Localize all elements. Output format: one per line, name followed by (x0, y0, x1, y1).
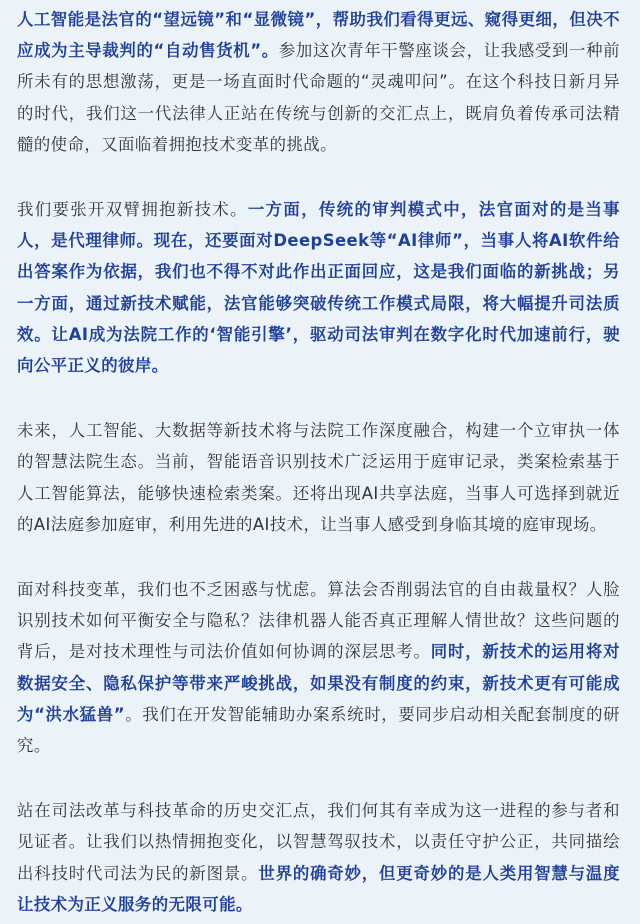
body-text: 。我们在开发智能辅助办案系统时，要同步启动相关配套制度的研究。 (17, 704, 620, 756)
body-text: 站在司法改革与科技革命的历史交汇点，我们何其有幸成为这一进程的参与者和见证者。让我们以热情拥抱变化，以智慧驾驭技术，以责任守护公正，共同描绘出科技时代司法为民的新图景。 (17, 801, 620, 883)
paragraph-1 (17, 4, 620, 160)
body-text: 未来，人工智能、大数据等新技术将与法院工作深度融合，构建一个立审执一体的智慧法院生态。当前，智能语音识别技术广泛运用于庭审记录，类案检索基于人工智能算法，能够快速检索类案。还将出现AI共享法庭，当事人可选择到就近的AI法庭参加庭审，利用先进的AI技术，让当事人感受到身临其境的庭审现场。 (17, 421, 620, 534)
emphasis-text: 世界的确奇妙，但更奇妙的是人类用智慧与温度让技术为正义服务的无限可能。 (17, 863, 620, 914)
body-text: 面对科技变革，我们也不乏困惑与忧虑。算法会否削弱法官的自由裁量权？人脸识别技术如何平衡安全与隐私？法律机器人能否真正理解人情世故？这些问题的背后，是对技术理性与司法价值如何协调的深层思考。 (17, 580, 620, 662)
emphasis-text: 同时，新技术的运用将对数据安全、隐私保护等带来严峻挑战，如果没有制度的约束，新技术更有可能成为“洪水猛兽” (17, 642, 620, 724)
body-text: 参加这次青年干警座谈会，让我感受到一种前所未有的思想激荡，更是一场直面时代命题的“灵魂叩问”。在这个科技日新月异的时代，我们这一代法律人正站在传统与创新的交汇点上，既肩负着传承司法精髓的使命，又面临着拥抱技术变革的挑战。 (17, 41, 620, 154)
paragraph-3 (17, 415, 620, 540)
paragraph-5 (17, 795, 620, 920)
paragraph-2 (17, 194, 620, 381)
body-text: 我们要张开双臂拥抱新技术。 (17, 200, 248, 220)
paragraph-4 (17, 574, 620, 761)
emphasis-text: 人工智能是法官的“望远镜”和“显微镜”，帮助我们看得更远、窥得更细，但决不应成为主导裁判的“自动售货机”。 (17, 10, 620, 61)
emphasis-text: 一方面，传统的审判模式中，法官面对的是当事人，是代理律师。现在，还要面对DeepSeek等“AI律师”，当事人将AI软件给出答案作为依据，我们也不得不对此作出正面回应，这是我们面临的新挑战；另一方面，通过新技术赋能，法官能够突破传统工作模式局限，将大幅提升司法质效。让AI成为法院工作的‘智能引擎’，驱动司法审判在数字化时代加速前行，驶向公平正义的彼岸。 (17, 200, 620, 376)
